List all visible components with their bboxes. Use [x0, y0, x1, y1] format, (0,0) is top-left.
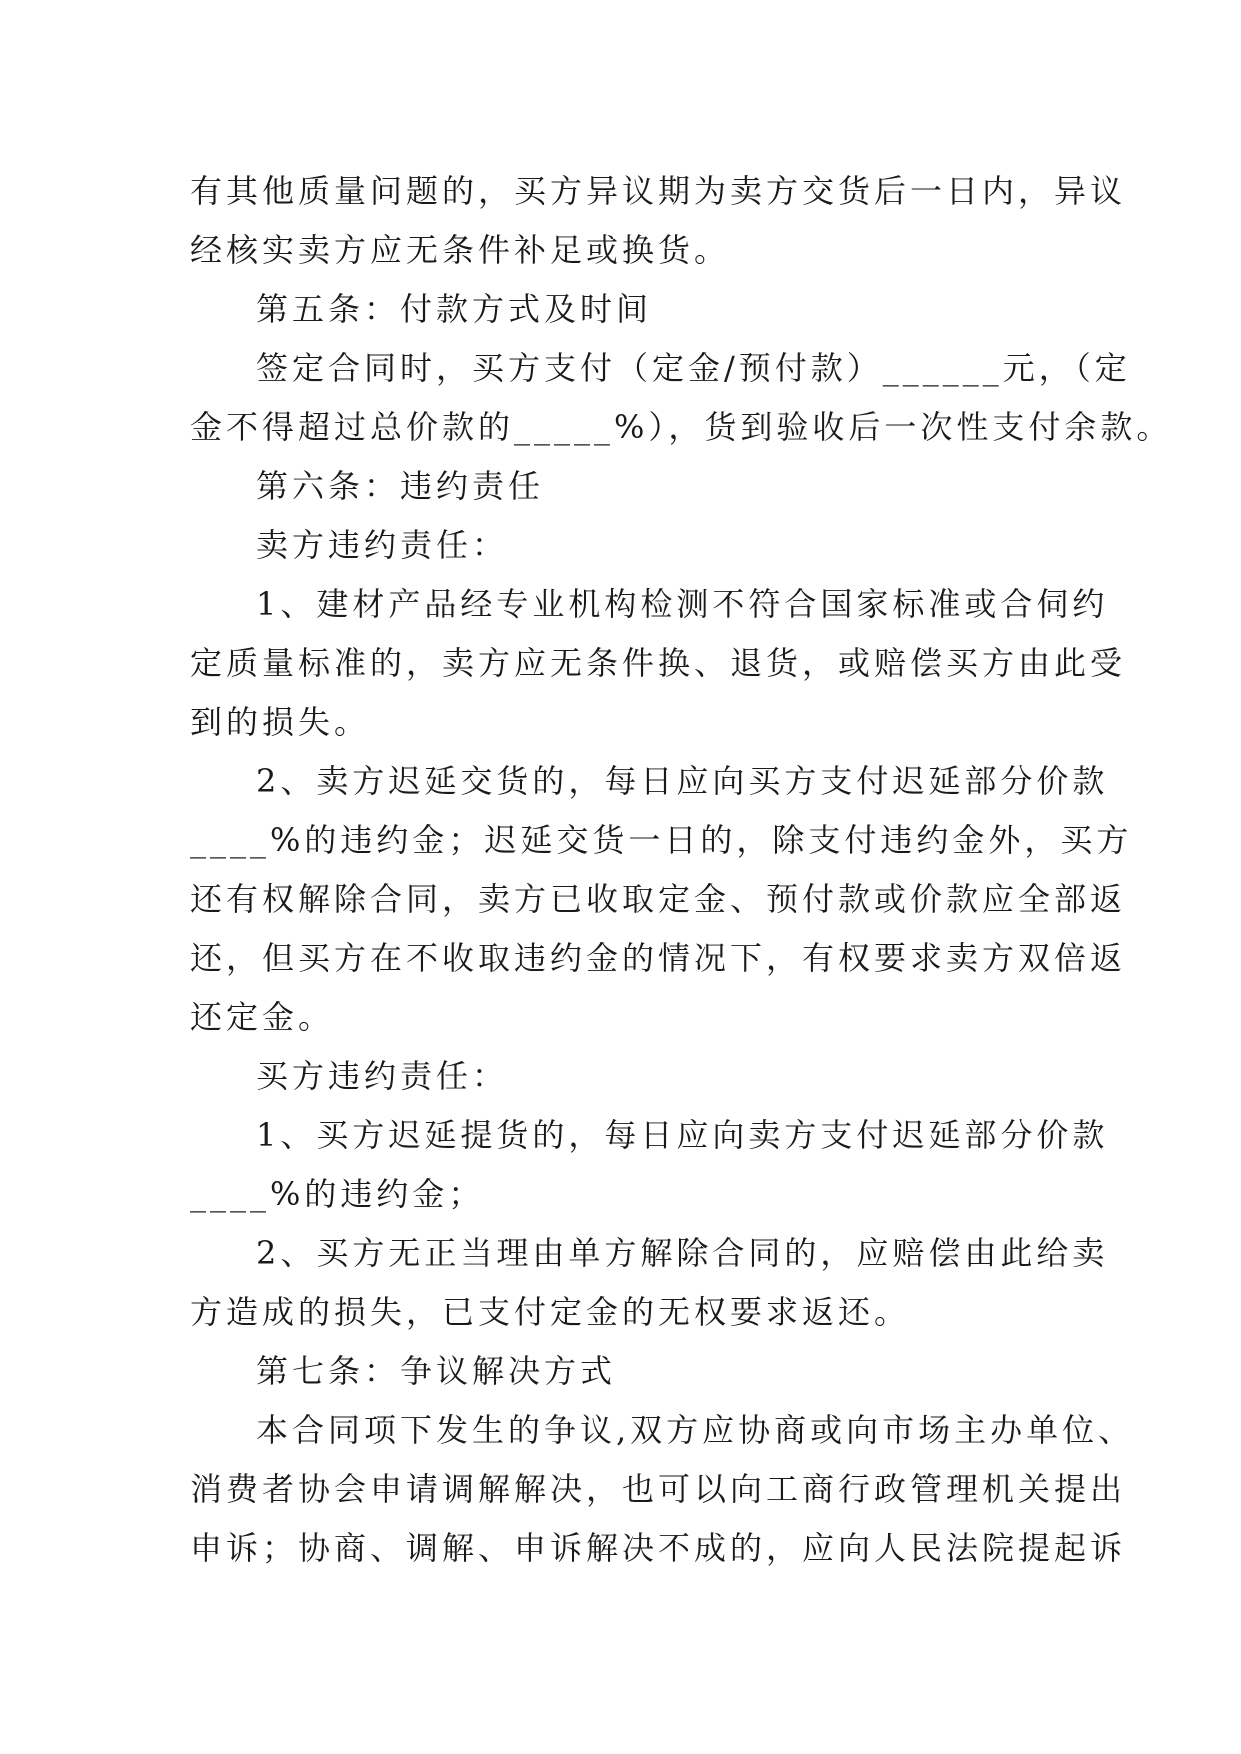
text-line: 消费者协会申请调解解决，也可以向工商行政管理机关提出 [190, 1470, 1127, 1508]
text-line: 2、卖方迟延交货的，每日应向买方支付迟延部分价款 [256, 762, 1109, 800]
text-line: 本合同项下发生的争议,双方应协商或向市场主办单位、 [256, 1411, 1135, 1449]
contract-text [190, 162, 1173, 1578]
text-line: 2、买方无正当理由单方解除合同的，应赔偿由此给卖 [256, 1234, 1109, 1272]
text-line: 方造成的损失，已支付定金的无权要求返还。 [190, 1293, 911, 1331]
subheading-seller-liability: 卖方违约责任： [256, 526, 509, 564]
subheading-buyer-liability: 买方违约责任： [256, 1057, 509, 1095]
text-line: ____%的违约金； [190, 1175, 485, 1213]
text-line: 定质量标准的，卖方应无条件换、退货，或赔偿买方由此受 [190, 644, 1127, 682]
text-line: 签定合同时，买方支付（定金/预付款）______元，（定 [256, 349, 1131, 387]
text-line: 金不得超过总价款的_____%），货到验收后一次性支付余款。 [190, 408, 1173, 446]
text-line: 还有权解除合同，卖方已收取定金、预付款或价款应全部返 [190, 880, 1127, 918]
text-line: 有其他质量问题的，买方异议期为卖方交货后一日内，异议 [190, 172, 1127, 210]
text-line: 还，但买方在不收取违约金的情况下，有权要求卖方双倍返 [190, 939, 1127, 977]
text-line: 1、买方迟延提货的，每日应向卖方支付迟延部分价款 [256, 1116, 1109, 1154]
section-heading-6: 第六条：违约责任 [256, 467, 545, 505]
text-line: 到的损失。 [190, 703, 371, 741]
text-line: 申诉；协商、调解、申诉解决不成的，应向人民法院提起诉 [190, 1529, 1127, 1567]
text-line: 经核实卖方应无条件补足或换货。 [190, 231, 731, 269]
text-line: 1、建材产品经专业机构检测不符合国家标准或合伺约 [256, 585, 1109, 623]
section-heading-5: 第五条：付款方式及时间 [256, 290, 653, 328]
text-line: ____%的违约金；迟延交货一日的，除支付违约金外，买方 [190, 821, 1133, 859]
section-heading-7: 第七条：争议解决方式 [256, 1352, 617, 1390]
text-line: 还定金。 [190, 998, 335, 1036]
